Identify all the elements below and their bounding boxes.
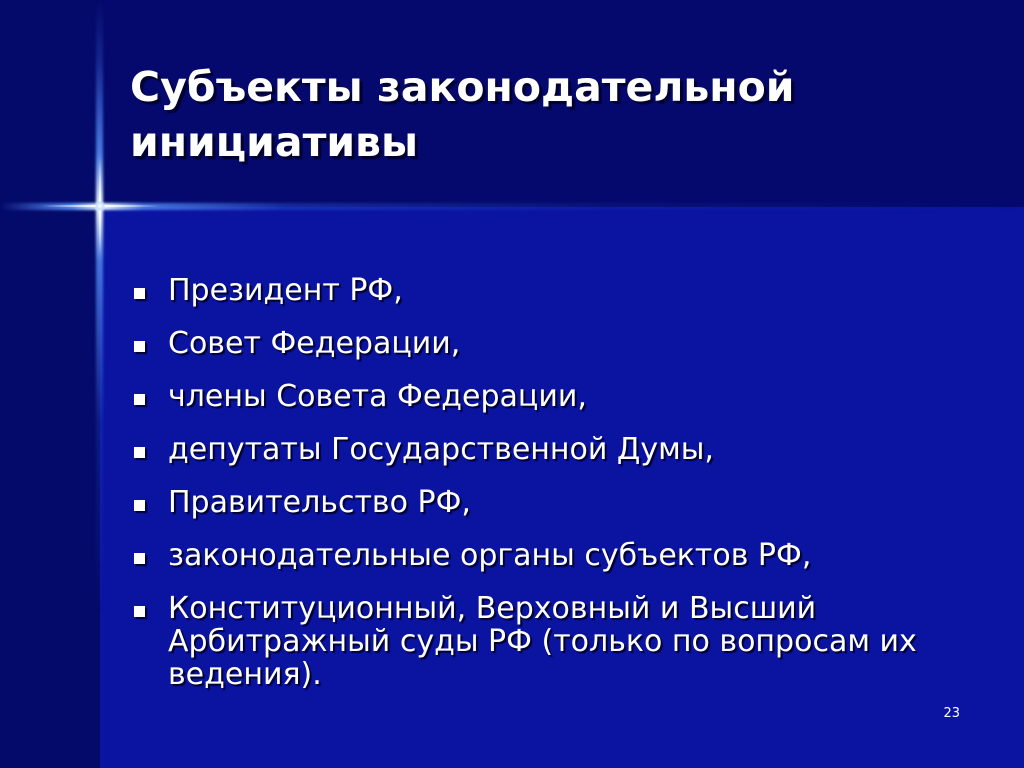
slide-title: Субъекты законодательной инициативы bbox=[130, 63, 795, 166]
bullet-item-government bbox=[134, 486, 994, 519]
bullet-item-federation-council bbox=[134, 327, 994, 360]
square-bullet-icon bbox=[134, 341, 145, 352]
square-bullet-icon bbox=[134, 553, 145, 564]
page-number: 23 bbox=[943, 706, 960, 721]
bullet-item-duma-deputies bbox=[134, 433, 994, 466]
square-bullet-icon bbox=[134, 394, 145, 405]
bullet-item-regional-legislatures bbox=[134, 539, 994, 572]
square-bullet-icon bbox=[134, 500, 145, 511]
bullet-text: депутаты Государственной Думы, bbox=[168, 432, 714, 467]
square-bullet-icon bbox=[134, 606, 145, 617]
vertical-glow-line bbox=[96, 0, 103, 768]
bullet-text: Правительство РФ, bbox=[168, 485, 471, 520]
bullet-text: члены Совета Федерации, bbox=[168, 379, 587, 414]
square-bullet-icon bbox=[134, 447, 145, 458]
bullet-item-council-members bbox=[134, 380, 994, 413]
bullet-text: Конституционный, Верховный и Высший Арбитражный суды РФ (только по вопросам их ведения). bbox=[168, 591, 917, 692]
bullet-text: законодательные органы субъектов РФ, bbox=[168, 538, 812, 573]
light-flare-icon bbox=[95, 201, 105, 211]
square-bullet-icon bbox=[134, 288, 145, 299]
bullet-text: Совет Федерации, bbox=[168, 326, 461, 361]
bullet-item-president bbox=[134, 274, 994, 307]
left-band bbox=[0, 0, 100, 768]
bullet-text: Президент РФ, bbox=[168, 273, 403, 308]
bullet-item-courts bbox=[134, 592, 994, 691]
bullet-list bbox=[134, 274, 994, 691]
